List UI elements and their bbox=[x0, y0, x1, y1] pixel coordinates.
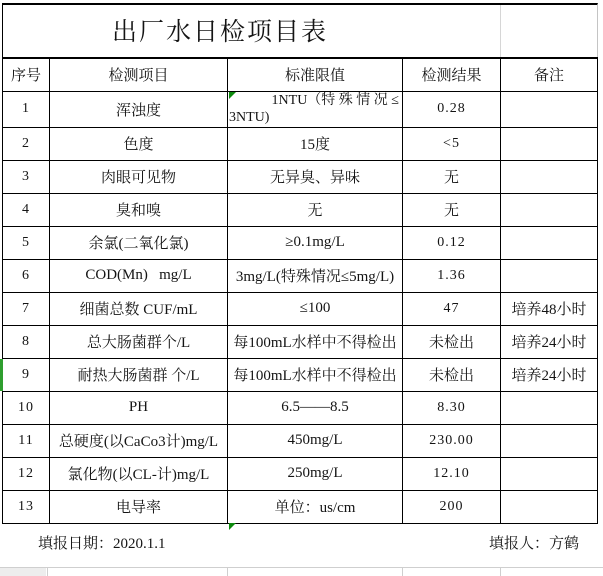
cell-remark[interactable] bbox=[501, 391, 598, 424]
cell-remark[interactable] bbox=[501, 160, 598, 193]
cell-limit[interactable] bbox=[228, 91, 403, 127]
cell-limit[interactable]: ≥0.1mg/L bbox=[228, 226, 403, 259]
cell-item[interactable]: 总硬度(以CaCo3计)mg/L bbox=[50, 424, 228, 457]
cell-item[interactable]: 电导率 bbox=[50, 490, 228, 523]
cell-remark[interactable]: 培养24小时 bbox=[501, 325, 598, 358]
cell-item[interactable]: 余氯(二氧化氯) bbox=[50, 226, 228, 259]
cell-no[interactable]: 12 bbox=[3, 457, 50, 490]
cell-remark[interactable] bbox=[501, 127, 598, 160]
table-row bbox=[3, 292, 598, 325]
cell-no[interactable]: 2 bbox=[3, 127, 50, 160]
cell-limit[interactable]: 15度 bbox=[228, 127, 403, 160]
cell-limit[interactable]: 单位：us/cm bbox=[228, 490, 403, 523]
gridline-corner-shade bbox=[0, 568, 46, 576]
cell-result[interactable]: 无 bbox=[403, 193, 501, 226]
limit-line2: 3NTU) bbox=[229, 110, 270, 125]
cell-no[interactable]: 6 bbox=[3, 259, 50, 292]
cell-limit[interactable]: 每100mL水样中不得检出 bbox=[228, 358, 403, 391]
cell-result[interactable]: 0.12 bbox=[403, 226, 501, 259]
cell-result[interactable]: 47 bbox=[403, 292, 501, 325]
header-row bbox=[3, 58, 598, 91]
cell-result[interactable]: 12.10 bbox=[403, 457, 501, 490]
limit-line1: 1NTU（特 殊 情 况 ≤ bbox=[271, 93, 399, 108]
gridline-vertical bbox=[402, 568, 403, 576]
page-title: 出厂水日检项目表 bbox=[111, 19, 328, 46]
cell-remark[interactable] bbox=[501, 259, 598, 292]
cell-no[interactable]: 1 bbox=[3, 91, 50, 127]
cell-result[interactable]: <5 bbox=[403, 127, 501, 160]
cell-no[interactable]: 3 bbox=[3, 160, 50, 193]
cell-no[interactable]: 13 bbox=[3, 490, 50, 523]
table-row bbox=[3, 160, 598, 193]
cell-remark[interactable] bbox=[501, 226, 598, 259]
cell-remark[interactable] bbox=[501, 490, 598, 523]
cell-limit[interactable]: 450mg/L bbox=[228, 424, 403, 457]
cell-no[interactable]: 8 bbox=[3, 325, 50, 358]
title-merged-cell[interactable] bbox=[2, 3, 598, 59]
cell-item[interactable]: 总大肠菌群个/L bbox=[50, 325, 228, 358]
gridline-vertical bbox=[47, 568, 48, 576]
cell-result[interactable]: 200 bbox=[403, 490, 501, 523]
cell-remark[interactable] bbox=[501, 457, 598, 490]
row9-green-marker bbox=[0, 359, 3, 391]
cell-no[interactable]: 5 bbox=[3, 226, 50, 259]
cell-remark[interactable] bbox=[501, 91, 598, 127]
gridline-horizontal bbox=[0, 567, 603, 568]
reporter-name-label: 填报人：方鹤 bbox=[488, 536, 579, 552]
cell-result[interactable]: 未检出 bbox=[403, 325, 501, 358]
cell-result[interactable]: 1.36 bbox=[403, 259, 501, 292]
table-row bbox=[3, 226, 598, 259]
header-result[interactable]: 检测结果 bbox=[403, 58, 501, 91]
cell-limit[interactable]: 6.5——8.5 bbox=[228, 391, 403, 424]
cell-limit[interactable]: 每100mL水样中不得检出 bbox=[228, 325, 403, 358]
cell-limit[interactable]: 3mg/L(特殊情况≤5mg/L) bbox=[228, 259, 403, 292]
inspection-table bbox=[2, 57, 598, 524]
header-item[interactable]: 检测项目 bbox=[50, 58, 228, 91]
cell-result[interactable]: 未检出 bbox=[403, 358, 501, 391]
cell-result[interactable]: 0.28 bbox=[403, 91, 501, 127]
cell-no[interactable]: 4 bbox=[3, 193, 50, 226]
cell-remark[interactable]: 培养48小时 bbox=[501, 292, 598, 325]
table-row bbox=[3, 391, 598, 424]
cell-limit[interactable]: 无异臭、异味 bbox=[228, 160, 403, 193]
table-row bbox=[3, 91, 598, 127]
header-limit[interactable]: 标准限值 bbox=[228, 58, 403, 91]
cell-no[interactable]: 10 bbox=[3, 391, 50, 424]
table-row bbox=[3, 424, 598, 457]
cell-result[interactable]: 230.00 bbox=[403, 424, 501, 457]
cell-item[interactable]: 色度 bbox=[50, 127, 228, 160]
cell-item[interactable]: COD(Mn) mg/L bbox=[50, 259, 228, 292]
cell-error-flag-triangle-icon bbox=[229, 523, 236, 530]
cell-result[interactable]: 无 bbox=[403, 160, 501, 193]
cell-result[interactable]: 8.30 bbox=[403, 391, 501, 424]
gridline-vertical bbox=[500, 568, 501, 576]
header-no[interactable]: 序号 bbox=[3, 58, 50, 91]
cell-no[interactable]: 11 bbox=[3, 424, 50, 457]
cell-item[interactable]: 臭和嗅 bbox=[50, 193, 228, 226]
cell-item[interactable]: 细菌总数 CUF/mL bbox=[50, 292, 228, 325]
table-row bbox=[3, 193, 598, 226]
cell-remark[interactable] bbox=[501, 424, 598, 457]
cell-limit[interactable]: 无 bbox=[228, 193, 403, 226]
table-row bbox=[3, 325, 598, 358]
cell-item[interactable]: 耐热大肠菌群 个/L bbox=[50, 358, 228, 391]
cell-item[interactable]: 氯化物(以CL-计)mg/L bbox=[50, 457, 228, 490]
report-date-label: 填报日期：2020.1.1 bbox=[38, 536, 166, 552]
table-row bbox=[3, 127, 598, 160]
cell-item[interactable]: 浑浊度 bbox=[50, 91, 228, 127]
title-area-gridline bbox=[500, 5, 501, 59]
table-row bbox=[3, 490, 598, 523]
table-row bbox=[3, 457, 598, 490]
cell-error-flag-triangle-icon bbox=[229, 92, 236, 99]
cell-item[interactable]: PH bbox=[50, 391, 228, 424]
cell-remark[interactable] bbox=[501, 193, 598, 226]
cell-no[interactable]: 7 bbox=[3, 292, 50, 325]
cell-limit[interactable]: ≤100 bbox=[228, 292, 403, 325]
cell-limit[interactable]: 250mg/L bbox=[228, 457, 403, 490]
gridline-vertical bbox=[227, 568, 228, 576]
table-row bbox=[3, 259, 598, 292]
cell-item[interactable]: 肉眼可见物 bbox=[50, 160, 228, 193]
header-remark[interactable]: 备注 bbox=[501, 58, 598, 91]
table-row bbox=[3, 358, 598, 391]
cell-remark[interactable]: 培养24小时 bbox=[501, 358, 598, 391]
cell-no[interactable]: 9 bbox=[3, 358, 50, 391]
